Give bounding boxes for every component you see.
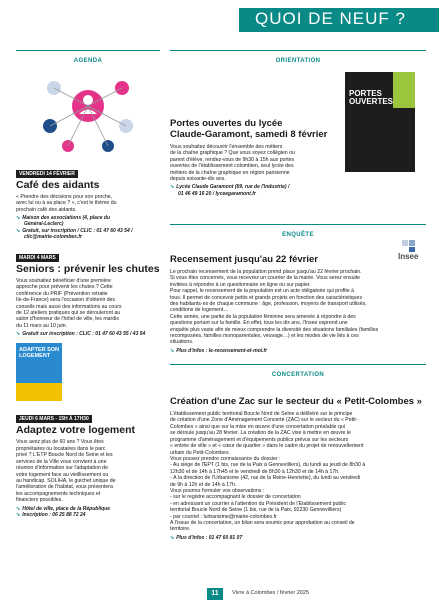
- date-tag: VENDREDI 14 FÉVRIER: [16, 170, 78, 178]
- article-title: Recensement jusqu'au 22 février: [170, 254, 318, 265]
- publication-name: Vivre à Colombes / février 2025: [232, 590, 309, 596]
- caregivers-illustration: [16, 68, 160, 158]
- article-body: Vous avez plus de 60 ans ? Vous êtes propriétaires ou locataires dans le parc privé ? L'ETP Boucle Nord de Seine et les services de la Ville vous convient à une réunion d'information sur l'adaptation de votre logement face au vieillissement ou au handicap. SOLIHA, le guichet unique de l'amélioration de l'habitat, vous présentera les accompagnements techniques et financiers possibles.: [16, 439, 116, 504]
- right-column: [170, 50, 426, 541]
- page-number: 11: [207, 588, 223, 600]
- date-tag: MARDI 4 MARS: [16, 254, 59, 262]
- article-body: « Prendre des décisions pour son proche, avec lui ou à sa place ? », c'est le thème du prochain café des aidants.: [16, 194, 117, 213]
- category-orientation: ORIENTATION: [170, 50, 426, 64]
- people-network-icon: [16, 68, 160, 158]
- orientation-article: [170, 68, 426, 218]
- arrow-icon: ➘: [16, 505, 21, 512]
- arrow-icon: ➘: [170, 534, 175, 541]
- article-info: ➘ Lycée Claude Garamont (69, rue de l'Industrie) / 01 46 49 16 20 / lyceegaramont.fr: [170, 184, 290, 197]
- arrow-icon: ➘: [170, 347, 175, 354]
- article-title: Adaptez votre logement: [16, 424, 136, 437]
- category-enquete: ENQUÊTE: [170, 224, 426, 238]
- arrow-icon: ➘: [170, 184, 175, 191]
- open-house-poster: PORTES OUVERTES: [345, 72, 415, 172]
- article-info: [170, 348, 426, 354]
- article-info: ➘ Gratuit sur inscription : CLIC : 01 47 60 43 55 / 43 54: [16, 331, 146, 338]
- article-title: Café des aidants: [16, 179, 100, 191]
- article-info: ➘ Maison des associations (4, place du Général-Leclerc) ➘ Gratuit, sur inscription / CLIC : 01 47 60 43 54 / clic@mairie-colombes.fr: [16, 215, 160, 240]
- page-footer: [0, 586, 439, 600]
- arrow-icon: ➘: [16, 511, 21, 518]
- logement-poster: ADAPTER SON LOGEMENT: [16, 343, 62, 401]
- arrow-icon: ➘: [16, 215, 21, 222]
- insee-mark-icon: [398, 239, 424, 253]
- info-link[interactable]: Plus d'infos : le-recensement-et-moi.fr: [176, 347, 268, 354]
- section-title: QUOI DE NEUF ?: [255, 9, 406, 28]
- left-column: [16, 50, 160, 518]
- article-title: Portes ouvertes du lycée Claude-Garamont, samedi 8 février: [170, 118, 328, 140]
- article-body: L'établissement public territorial Boucle Nord de Seine a délibéré sur le principe de création d'une Zone d'Aménagement Concerté (ZAC) sur le secteur du « Petit- Colombes » ainsi que sur la mise en œuvre d'une concertation préalable qui se déroule jusqu'au 28 février. La création de la ZAC vise à mettre en œuvre le programme d'aménagement et d'équipements publics prévus sur les secteurs « entrée de ville » et « cœur de quartier » dans le cadre du projet de renouvellement urbain du Petit-Colombes. Vous pouvez prendre connaissance du dossier : - Au siège de l'EPT (1 bis, rue de la Paix à Gennevilliers), du lundi au jeudi de 8h30 à 12h30 et de 14h à 17h45 et le vendredi de 8h30 à 12h30 et de 14h à 17h. - À la direction de l'Urbanisme (42, rue de la Reine-Henriette), du lundi au vendredi de 9h à 12h et de 14h à 17h. Vous pourrez formuler vos observations : - sur le registre accompagnant le dossier de concertation - en adressant un courrier à l'attention du Président de l'Établissement public territorial Boucle Nord de Seine (1 bis, rue de la Paix, 92230 Gennevilliers) - par courriel : lurbanisme@mairie-colombes.fr À l'issue de la concertation, un bilan sera soumis pour approbation au conseil de territoire.: [170, 411, 366, 533]
- article-body: Vous souhaitez bénéficier d'une première approche pour prévenir les chutes ? Cette conférence du PRIF (Prévention retraite Île-de-France) sera l'occasion d'obtenir des conseils mais aussi des informations au cours de 12 ateliers pratiques qui se dérouleront au salon d'honneur de l'hôtel de ville, les mardis du 11 mars au 10 juin.: [16, 278, 122, 329]
- email-link[interactable]: clic@mairie-colombes.fr: [24, 233, 82, 240]
- article-info: ➘ Hôtel de ville, place de la République ➘ Inscription : 06 25 88 72 24: [16, 505, 111, 518]
- article-info: ➘ Plus d'infos : 01 47 60 81 07: [170, 534, 243, 541]
- section-banner: [239, 8, 439, 32]
- article-title: Seniors : prévenir les chutes: [16, 263, 160, 276]
- arrow-icon: ➘: [16, 331, 21, 338]
- category-agenda: AGENDA: [16, 50, 160, 64]
- arrow-icon: ➘: [16, 227, 21, 234]
- article-body: Vous souhaitez découvrir l'ensemble des métiers de la chaîne graphique ? Que vous soyez collégien ou parent d'élève, rendez-vous de 9h30 à 15h aux portes ouvertes de l'établissement colombien, seul lycée des métiers de la chaîne graphique en région parisienne depuis soixante-dix ans.: [170, 144, 295, 183]
- article-title: Création d'une Zac sur le secteur du « Petit-Colombes »: [170, 396, 422, 408]
- insee-logo: Insee: [398, 239, 424, 261]
- date-tag: JEUDI 6 MARS - 15H À 17H30: [16, 415, 92, 423]
- article-body: Le prochain recensement de la population prend place jusqu'au 22 février prochain. Si vous êtes concernés, vous recevrez un courrier de la mairie. Vous serez ensuite invitées à répondre à un questionnaire en ligne ou sur papier. Pour rappel, le recensement de la population est un acte obligatoire qui profite à tous. Il permet de concevoir petits et grands projets en fonction des caractéristiques des habitants·es de chaque commune : âge, profession, moyens de transport utilisés, conditions de logement… Cette année, une partie de la population féminine sera amenée à répondre à des questions portant sur la famille. En effet, tous les dix ans, l'Insee esprend une enquête plus vaste afin de mieux comprendre la diversité des situations familiales (familles recomposées, familles monoparentales, veuvage…) et les modes de vie liés à ces situations.: [170, 269, 379, 346]
- category-concertation: CONCERTATION: [170, 364, 426, 378]
